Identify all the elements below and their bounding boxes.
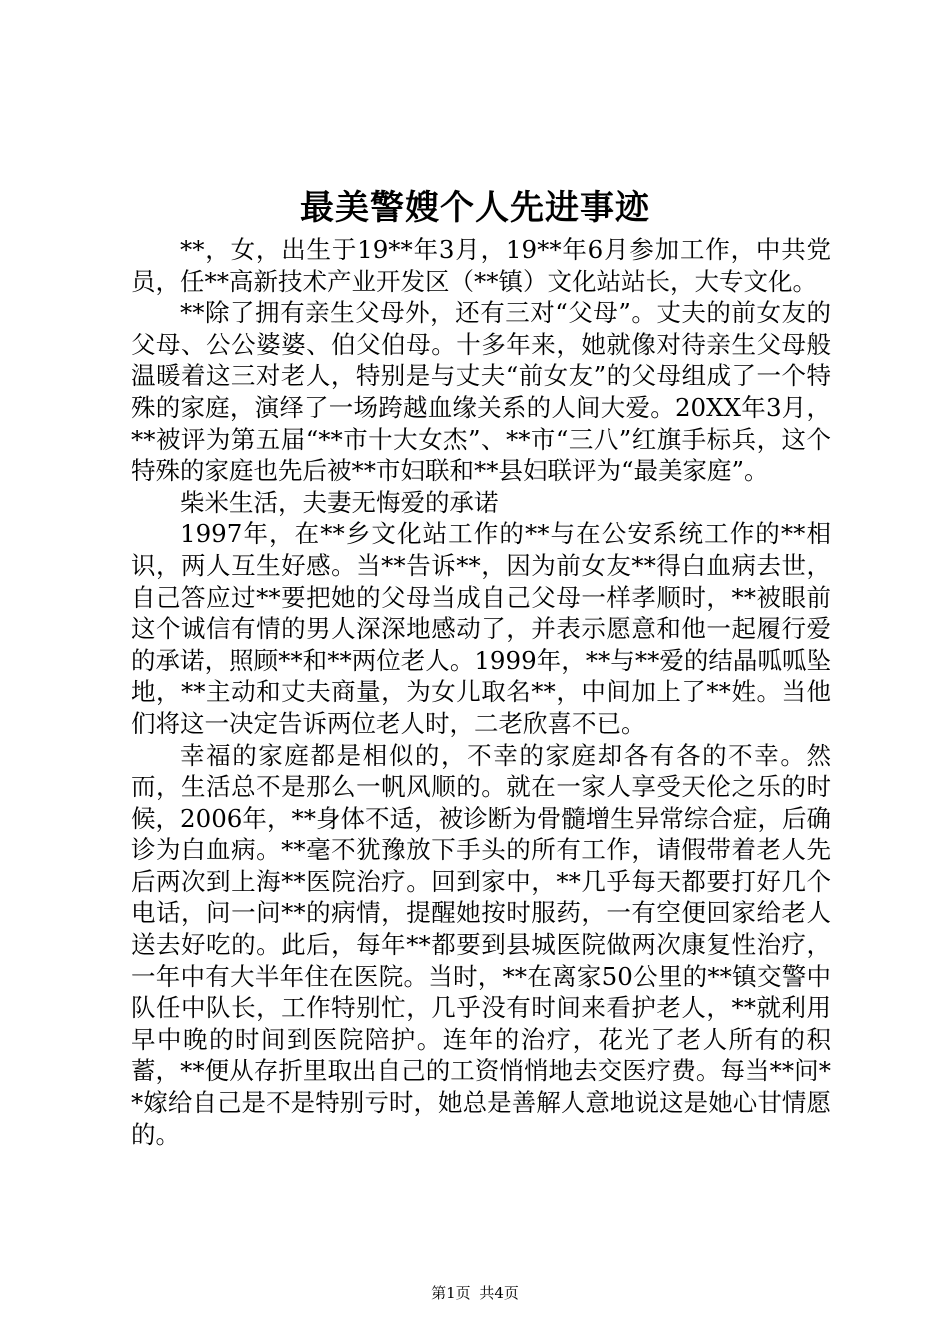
paragraph-intro: **，女，出生于19**年3月，19**年6月参加工作，中共党员，任**高新技术产业开发区（**镇）文化站站长，大专文化。 (131, 235, 831, 296)
page-footer (0, 1283, 950, 1303)
paragraph-promise: 1997年，在**乡文化站工作的**与在公安系统工作的**相识，两人互生好感。当**告诉**，因为前女友**得白血病去世，自己答应过**要把她的父母当成自己父母一样孝顺时，**被眼前这个诚信有情的男人深深地感动了，并表示愿意和他一起履行爱的承诺，照顾**和**两位老人。1999年，**与**爱的结晶呱呱坠地，**主动和丈夫商量，为女儿取名**，中间加上了**姓。当他们将这一决定告诉两位老人时，二老欣喜不已。 (131, 519, 831, 738)
page-number: 第1页 (431, 1284, 471, 1302)
document-title: 最美警嫂个人先进事迹 (300, 188, 650, 228)
document-body (131, 234, 831, 1150)
paragraph-illness: 幸福的家庭都是相似的，不幸的家庭却各有各的不幸。然而，生活总不是那么一帆风顺的。就在一家人享受天伦之乐的时候，2006年，**身体不适，被诊断为骨髓增生异常综合症，后确诊为白血病。**毫不犹豫放下手头的所有工作，请假带着老人先后两次到上海**医院治疗。回到家中，**几乎每天都要打好几个电话，问一问**的病情，提醒她按时服药，一有空便回家给老人送去好吃的。此后，每年**都要到县城医院做两次康复性治疗，一年中有大半年住在医院。当时，**在离家50公里的**镇交警中队任中队长，工作特别忙，几乎没有时间来看护老人，**就利用早中晚的时间到医院陪护。连年的治疗，花光了老人所有的积蓄，**便从存折里取出自己的工资悄悄地去交医疗费。每当**问**嫁给自己是不是特别亏时，她总是善解人意地说这是她心甘情愿的。 (131, 740, 831, 1149)
section-heading: 柴米生活，夫妻无悔爱的承诺 (180, 487, 499, 517)
paragraph-three-parents: **除了拥有亲生父母外，还有三对“父母”。丈夫的前女友的父母、公公婆婆、伯父伯母。十多年来，她就像对待亲生父母般温暖着这三对老人，特别是与丈夫“前女友”的父母组成了一个特殊的家庭，演绎了一场跨越血缘关系的人间大爱。20XX年3月，**被评为第五届“**市十大女杰”、**市“三八”红旗手标兵，这个特殊的家庭也先后被**市妇联和**县妇联评为“最美家庭”。 (131, 298, 831, 486)
page-total: 共4页 (479, 1284, 519, 1302)
